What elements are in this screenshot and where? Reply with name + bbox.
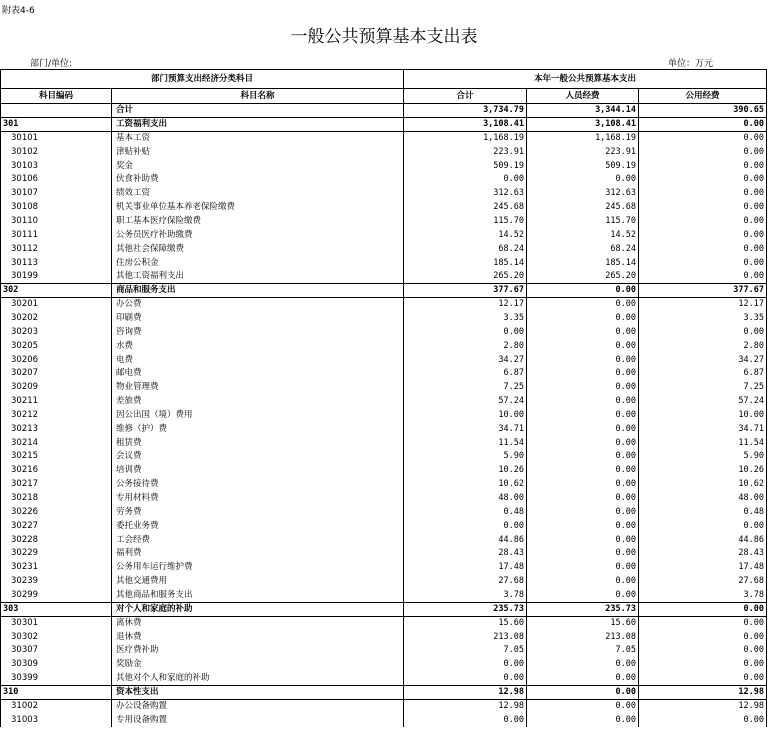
row-public: 390.65	[639, 104, 767, 118]
row-code: 30207	[1, 367, 112, 381]
row-name: 公务员医疗补助缴费	[112, 228, 404, 242]
row-public: 3.35	[639, 312, 767, 326]
row-code: 310	[1, 686, 112, 700]
table-row	[1, 409, 767, 423]
row-public: 3.78	[639, 589, 767, 603]
row-personnel: 3,344.14	[527, 104, 639, 118]
row-name: 津贴补贴	[112, 145, 404, 159]
row-code: 30110	[1, 215, 112, 229]
row-total: 0.00	[404, 519, 527, 533]
row-name: 公务接待费	[112, 478, 404, 492]
category-row	[1, 686, 767, 700]
attachment-label: 附表4-6	[2, 6, 35, 16]
row-name: 商品和服务支出	[112, 284, 404, 298]
row-name: 机关事业单位基本养老保险缴费	[112, 201, 404, 215]
row-name: 职工基本医疗保险缴费	[112, 215, 404, 229]
table-row	[1, 201, 767, 215]
header-public: 公用经费	[639, 89, 767, 104]
row-public: 6.87	[639, 367, 767, 381]
row-code: 30214	[1, 436, 112, 450]
row-total: 28.43	[404, 547, 527, 561]
row-public: 2.80	[639, 339, 767, 353]
table-row	[1, 450, 767, 464]
row-name: 福利费	[112, 547, 404, 561]
row-personnel: 185.14	[527, 256, 639, 270]
row-code: 30202	[1, 312, 112, 326]
row-total: 3,108.41	[404, 118, 527, 132]
row-personnel: 0.00	[527, 547, 639, 561]
row-name: 电费	[112, 353, 404, 367]
row-code: 31003	[1, 713, 112, 727]
row-total: 48.00	[404, 492, 527, 506]
row-total: 312.63	[404, 187, 527, 201]
table-row	[1, 672, 767, 686]
row-code: 30307	[1, 644, 112, 658]
row-public: 10.00	[639, 409, 767, 423]
table-row	[1, 505, 767, 519]
row-name: 其他社会保障缴费	[112, 242, 404, 256]
row-code: 30231	[1, 561, 112, 575]
row-public: 28.43	[639, 547, 767, 561]
row-public: 0.00	[639, 256, 767, 270]
row-total: 7.25	[404, 381, 527, 395]
table-row	[1, 215, 767, 229]
table-row	[1, 713, 767, 727]
row-personnel: 265.20	[527, 270, 639, 284]
row-total: 0.00	[404, 325, 527, 339]
row-name: 劳务费	[112, 505, 404, 519]
row-personnel: 0.00	[527, 409, 639, 423]
table-row	[1, 561, 767, 575]
table-row	[1, 242, 767, 256]
row-total: 0.00	[404, 713, 527, 727]
row-name: 邮电费	[112, 367, 404, 381]
row-total: 10.00	[404, 409, 527, 423]
row-personnel: 0.00	[527, 367, 639, 381]
row-code: 302	[1, 284, 112, 298]
row-public: 0.00	[639, 519, 767, 533]
row-personnel: 245.68	[527, 201, 639, 215]
row-personnel: 0.00	[527, 325, 639, 339]
row-name: 维修（护）费	[112, 422, 404, 436]
row-name: 绩效工资	[112, 187, 404, 201]
table-row	[1, 270, 767, 284]
row-total: 509.19	[404, 159, 527, 173]
row-code: 30217	[1, 478, 112, 492]
table-row	[1, 339, 767, 353]
table-row	[1, 325, 767, 339]
row-total: 213.08	[404, 630, 527, 644]
row-personnel: 213.08	[527, 630, 639, 644]
table-row	[1, 395, 767, 409]
table-row	[1, 630, 767, 644]
department-label: 部门/单位:	[30, 59, 73, 69]
total-row	[1, 104, 767, 118]
row-total: 14.52	[404, 228, 527, 242]
row-personnel: 0.00	[527, 713, 639, 727]
row-name: 伙食补助费	[112, 173, 404, 187]
row-name: 对个人和家庭的补助	[112, 602, 404, 616]
row-personnel: 0.00	[527, 173, 639, 187]
row-code: 30199	[1, 270, 112, 284]
row-public: 0.00	[639, 145, 767, 159]
row-total: 223.91	[404, 145, 527, 159]
page-title: 一般公共预算基本支出表	[290, 27, 478, 47]
row-public: 0.00	[639, 159, 767, 173]
row-code: 30218	[1, 492, 112, 506]
row-public: 0.00	[639, 118, 767, 132]
row-code: 30206	[1, 353, 112, 367]
header-total: 合计	[404, 89, 527, 104]
table-row	[1, 381, 767, 395]
row-personnel: 0.00	[527, 284, 639, 298]
row-total: 2.80	[404, 339, 527, 353]
table-row	[1, 575, 767, 589]
row-total: 6.87	[404, 367, 527, 381]
row-name: 离休费	[112, 616, 404, 630]
row-public: 0.00	[639, 616, 767, 630]
row-personnel: 509.19	[527, 159, 639, 173]
row-personnel: 0.00	[527, 422, 639, 436]
row-public: 0.00	[639, 658, 767, 672]
row-personnel: 68.24	[527, 242, 639, 256]
row-total: 245.68	[404, 201, 527, 215]
row-total: 15.60	[404, 616, 527, 630]
table-row	[1, 519, 767, 533]
row-personnel: 312.63	[527, 187, 639, 201]
row-code: 30302	[1, 630, 112, 644]
table-row	[1, 132, 767, 146]
unit-label: 单位：万元	[668, 59, 714, 69]
row-name: 资本性支出	[112, 686, 404, 700]
row-name: 公务用车运行维护费	[112, 561, 404, 575]
table-row	[1, 228, 767, 242]
row-personnel: 0.00	[527, 589, 639, 603]
row-public: 0.00	[639, 132, 767, 146]
table-row	[1, 312, 767, 326]
row-code: 30111	[1, 228, 112, 242]
row-personnel: 15.60	[527, 616, 639, 630]
table-row	[1, 478, 767, 492]
header-right-group: 本年一般公共预算基本支出	[404, 70, 767, 89]
row-personnel: 0.00	[527, 700, 639, 714]
table-row	[1, 464, 767, 478]
row-personnel: 0.00	[527, 492, 639, 506]
row-personnel: 0.00	[527, 505, 639, 519]
row-public: 10.62	[639, 478, 767, 492]
row-code: 30228	[1, 533, 112, 547]
row-total: 34.27	[404, 353, 527, 367]
header-name: 科目名称	[112, 89, 404, 104]
row-total: 235.73	[404, 602, 527, 616]
row-name: 专用材料费	[112, 492, 404, 506]
row-personnel: 0.00	[527, 339, 639, 353]
row-total: 11.54	[404, 436, 527, 450]
row-public: 10.26	[639, 464, 767, 478]
row-code: 30103	[1, 159, 112, 173]
table-row	[1, 159, 767, 173]
row-public: 0.00	[639, 270, 767, 284]
row-public: 44.86	[639, 533, 767, 547]
row-code: 30112	[1, 242, 112, 256]
row-name: 工会经费	[112, 533, 404, 547]
row-personnel: 0.00	[527, 658, 639, 672]
row-name: 物业管理费	[112, 381, 404, 395]
row-name: 租赁费	[112, 436, 404, 450]
row-name: 基本工资	[112, 132, 404, 146]
row-code: 30229	[1, 547, 112, 561]
row-name: 办公费	[112, 298, 404, 312]
row-total: 10.26	[404, 464, 527, 478]
row-personnel: 0.00	[527, 672, 639, 686]
row-code: 30212	[1, 409, 112, 423]
row-code: 30209	[1, 381, 112, 395]
row-code: 30108	[1, 201, 112, 215]
row-public: 34.27	[639, 353, 767, 367]
row-public: 0.00	[639, 187, 767, 201]
row-code	[1, 104, 112, 118]
row-personnel: 0.00	[527, 686, 639, 700]
row-public: 34.71	[639, 422, 767, 436]
row-code: 30239	[1, 575, 112, 589]
row-total: 0.48	[404, 505, 527, 519]
row-code: 30203	[1, 325, 112, 339]
row-total: 1,168.19	[404, 132, 527, 146]
row-name: 差旅费	[112, 395, 404, 409]
table-row	[1, 547, 767, 561]
header-code: 科目编码	[1, 89, 112, 104]
row-name: 其他商品和服务支出	[112, 589, 404, 603]
row-personnel: 0.00	[527, 575, 639, 589]
row-total: 12.98	[404, 700, 527, 714]
row-personnel: 7.05	[527, 644, 639, 658]
row-public: 11.54	[639, 436, 767, 450]
row-name: 医疗费补助	[112, 644, 404, 658]
row-code: 30215	[1, 450, 112, 464]
row-personnel: 115.70	[527, 215, 639, 229]
table-row	[1, 700, 767, 714]
row-code: 30106	[1, 173, 112, 187]
row-total: 0.00	[404, 672, 527, 686]
row-public: 0.00	[639, 325, 767, 339]
row-personnel: 0.00	[527, 436, 639, 450]
row-personnel: 0.00	[527, 381, 639, 395]
row-code: 30205	[1, 339, 112, 353]
row-code: 30226	[1, 505, 112, 519]
row-name: 咨询费	[112, 325, 404, 339]
row-name: 水费	[112, 339, 404, 353]
row-personnel: 0.00	[527, 450, 639, 464]
row-code: 30113	[1, 256, 112, 270]
row-personnel: 0.00	[527, 395, 639, 409]
row-public: 0.00	[639, 242, 767, 256]
row-total: 57.24	[404, 395, 527, 409]
table-row	[1, 616, 767, 630]
row-name: 奖金	[112, 159, 404, 173]
row-total: 34.71	[404, 422, 527, 436]
row-name: 其他对个人和家庭的补助	[112, 672, 404, 686]
row-public: 27.68	[639, 575, 767, 589]
row-total: 0.00	[404, 658, 527, 672]
row-code: 31002	[1, 700, 112, 714]
row-personnel: 0.00	[527, 478, 639, 492]
row-code: 30399	[1, 672, 112, 686]
row-personnel: 0.00	[527, 519, 639, 533]
table-row	[1, 658, 767, 672]
row-public: 0.00	[639, 228, 767, 242]
row-total: 27.68	[404, 575, 527, 589]
row-public: 0.00	[639, 602, 767, 616]
row-code: 30301	[1, 616, 112, 630]
table-row	[1, 492, 767, 506]
row-public: 0.00	[639, 173, 767, 187]
row-name: 奖励金	[112, 658, 404, 672]
row-total: 12.17	[404, 298, 527, 312]
table-row	[1, 353, 767, 367]
row-code: 30213	[1, 422, 112, 436]
row-personnel: 3,108.41	[527, 118, 639, 132]
expenditure-table	[0, 69, 767, 727]
row-code: 30309	[1, 658, 112, 672]
row-personnel: 0.00	[527, 312, 639, 326]
row-name: 因公出国（境）费用	[112, 409, 404, 423]
row-name: 专用设备购置	[112, 713, 404, 727]
row-public: 12.17	[639, 298, 767, 312]
row-name: 办公设备购置	[112, 700, 404, 714]
row-public: 57.24	[639, 395, 767, 409]
row-personnel: 0.00	[527, 298, 639, 312]
category-row	[1, 284, 767, 298]
table-row	[1, 589, 767, 603]
row-total: 3,734.79	[404, 104, 527, 118]
header-personnel: 人员经费	[527, 89, 639, 104]
table-row	[1, 298, 767, 312]
row-name: 其他工资福利支出	[112, 270, 404, 284]
row-public: 0.00	[639, 672, 767, 686]
category-row	[1, 118, 767, 132]
row-total: 44.86	[404, 533, 527, 547]
row-name: 其他交通费用	[112, 575, 404, 589]
row-public: 0.00	[639, 713, 767, 727]
table-row	[1, 187, 767, 201]
table-row	[1, 422, 767, 436]
row-total: 115.70	[404, 215, 527, 229]
row-name: 委托业务费	[112, 519, 404, 533]
table-row	[1, 173, 767, 187]
row-code: 30211	[1, 395, 112, 409]
row-name: 会议费	[112, 450, 404, 464]
row-personnel: 223.91	[527, 145, 639, 159]
table-row	[1, 436, 767, 450]
row-public: 0.48	[639, 505, 767, 519]
row-total: 17.48	[404, 561, 527, 575]
row-name: 印刷费	[112, 312, 404, 326]
row-total: 3.78	[404, 589, 527, 603]
table-row	[1, 644, 767, 658]
row-public: 17.48	[639, 561, 767, 575]
row-code: 30299	[1, 589, 112, 603]
row-total: 10.62	[404, 478, 527, 492]
row-personnel: 14.52	[527, 228, 639, 242]
row-total: 377.67	[404, 284, 527, 298]
row-code: 30216	[1, 464, 112, 478]
row-personnel: 0.00	[527, 561, 639, 575]
row-total: 12.98	[404, 686, 527, 700]
row-public: 5.90	[639, 450, 767, 464]
table-body	[1, 104, 767, 728]
row-public: 12.98	[639, 700, 767, 714]
row-personnel: 0.00	[527, 464, 639, 478]
row-total: 68.24	[404, 242, 527, 256]
row-name: 住房公积金	[112, 256, 404, 270]
header-left-group: 部门预算支出经济分类科目	[1, 70, 404, 89]
row-personnel: 235.73	[527, 602, 639, 616]
row-public: 0.00	[639, 215, 767, 229]
row-name: 合计	[112, 104, 404, 118]
row-name: 培训费	[112, 464, 404, 478]
row-total: 265.20	[404, 270, 527, 284]
category-row	[1, 602, 767, 616]
table-row	[1, 256, 767, 270]
table-row	[1, 533, 767, 547]
row-personnel: 0.00	[527, 533, 639, 547]
row-code: 30102	[1, 145, 112, 159]
row-public: 7.25	[639, 381, 767, 395]
row-total: 0.00	[404, 173, 527, 187]
row-personnel: 1,168.19	[527, 132, 639, 146]
row-name: 工资福利支出	[112, 118, 404, 132]
row-code: 30227	[1, 519, 112, 533]
row-public: 377.67	[639, 284, 767, 298]
row-public: 0.00	[639, 201, 767, 215]
table-row	[1, 367, 767, 381]
row-public: 48.00	[639, 492, 767, 506]
row-public: 12.98	[639, 686, 767, 700]
table-row	[1, 145, 767, 159]
row-public: 0.00	[639, 644, 767, 658]
row-code: 30101	[1, 132, 112, 146]
row-total: 7.05	[404, 644, 527, 658]
row-total: 3.35	[404, 312, 527, 326]
row-code: 301	[1, 118, 112, 132]
row-public: 0.00	[639, 630, 767, 644]
row-personnel: 0.00	[527, 353, 639, 367]
row-code: 303	[1, 602, 112, 616]
row-code: 30201	[1, 298, 112, 312]
row-name: 退休费	[112, 630, 404, 644]
row-total: 5.90	[404, 450, 527, 464]
row-code: 30107	[1, 187, 112, 201]
row-total: 185.14	[404, 256, 527, 270]
